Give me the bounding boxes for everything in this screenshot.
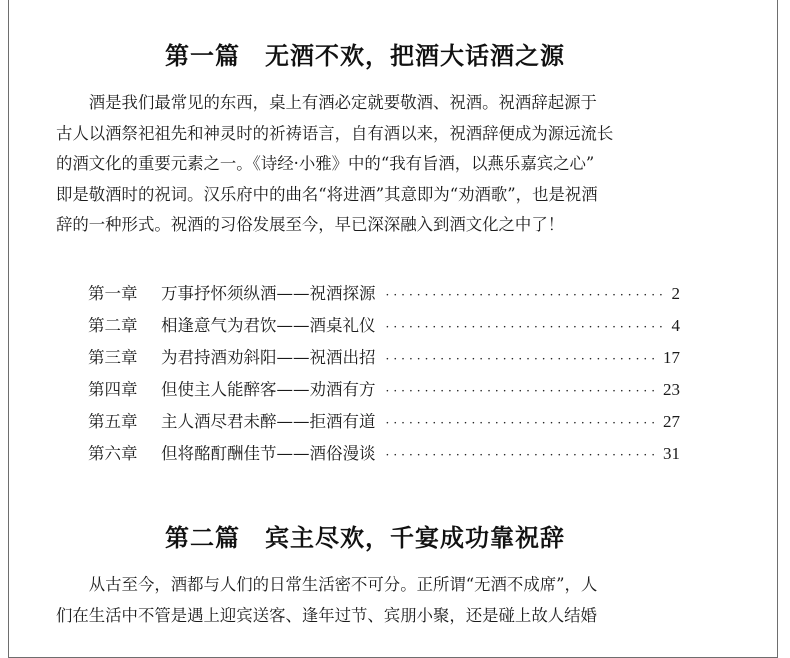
toc-page-number: 31	[663, 444, 680, 463]
part-two-title: 第二篇 宾主尽欢，千宴成功靠祝辞	[165, 524, 565, 553]
toc-chapter-title: 为君持酒劝斜阳——祝酒出招	[161, 348, 376, 367]
toc-chapter-title: 万事抒怀须纵酒——祝酒探源	[161, 284, 376, 303]
toc-entry-chapter-3	[88, 344, 680, 376]
toc-entry-chapter-6	[88, 440, 680, 472]
toc-dot-leader	[386, 288, 666, 302]
toc-dot-leader	[386, 352, 658, 366]
toc-dot-leader	[386, 320, 666, 334]
toc-entry-chapter-5	[88, 408, 680, 440]
toc-chapter-number: 第三章	[88, 348, 138, 367]
paragraph-line: 酒是我们最常见的东西，桌上有酒必定就要敬酒、祝酒。祝酒辞起源于	[56, 93, 597, 112]
toc-dot-leader	[386, 416, 658, 430]
toc-chapter-title: 相逢意气为君饮——酒桌礼仪	[161, 316, 376, 335]
toc-chapter-title: 但将酩酊酬佳节——酒俗漫谈	[161, 444, 376, 463]
part-one-intro-paragraph	[56, 88, 684, 241]
paragraph-line: 即是敬酒时的祝词。汉乐府中的曲名“将进酒”其意即为“劝酒歌”，也是祝酒	[56, 184, 598, 204]
toc-entry-chapter-4	[88, 376, 680, 408]
toc-page-number: 4	[671, 316, 680, 335]
paragraph-line: 们在生活中不管是遇上迎宾送客、逢年过节、宾朋小聚，还是碰上故人结婚	[56, 605, 597, 625]
toc-dot-leader	[386, 448, 658, 462]
toc-page-number: 23	[663, 380, 680, 399]
toc-chapter-title: 主人酒尽君未醉——拒酒有道	[161, 412, 376, 431]
toc-entry-chapter-2	[88, 312, 680, 344]
table-of-contents	[88, 280, 680, 472]
part-one-title: 第一篇 无酒不欢，把酒大话酒之源	[165, 42, 565, 71]
toc-chapter-number: 第六章	[88, 444, 138, 463]
toc-dot-leader	[386, 384, 658, 398]
toc-page-number: 17	[663, 348, 680, 367]
toc-chapter-title: 但使主人能醉客——劝酒有方	[161, 380, 376, 399]
toc-page-number: 27	[663, 412, 680, 431]
toc-chapter-number: 第二章	[88, 316, 138, 335]
toc-chapter-number: 第五章	[88, 412, 138, 431]
paragraph-line: 古人以酒祭祀祖先和神灵时的祈祷语言，自有酒以来，祝酒辞便成为源远流长	[56, 123, 614, 143]
paragraph-line: 的酒文化的重要元素之一。《诗经·小雅》中的“我有旨酒，以燕乐嘉宾之心”	[56, 154, 595, 173]
part-two-intro-paragraph	[56, 570, 684, 631]
toc-entry-chapter-1	[88, 280, 680, 312]
toc-chapter-number: 第一章	[88, 284, 138, 303]
toc-page-number: 2	[671, 284, 680, 303]
paragraph-line: 辞的一种形式。祝酒的习俗发展至今，早已深深融入到酒文化之中了！	[56, 215, 565, 234]
paragraph-line: 从古至今，酒都与人们的日常生活密不可分。正所谓“无酒不成席”，人	[56, 575, 598, 594]
toc-chapter-number: 第四章	[88, 380, 138, 399]
